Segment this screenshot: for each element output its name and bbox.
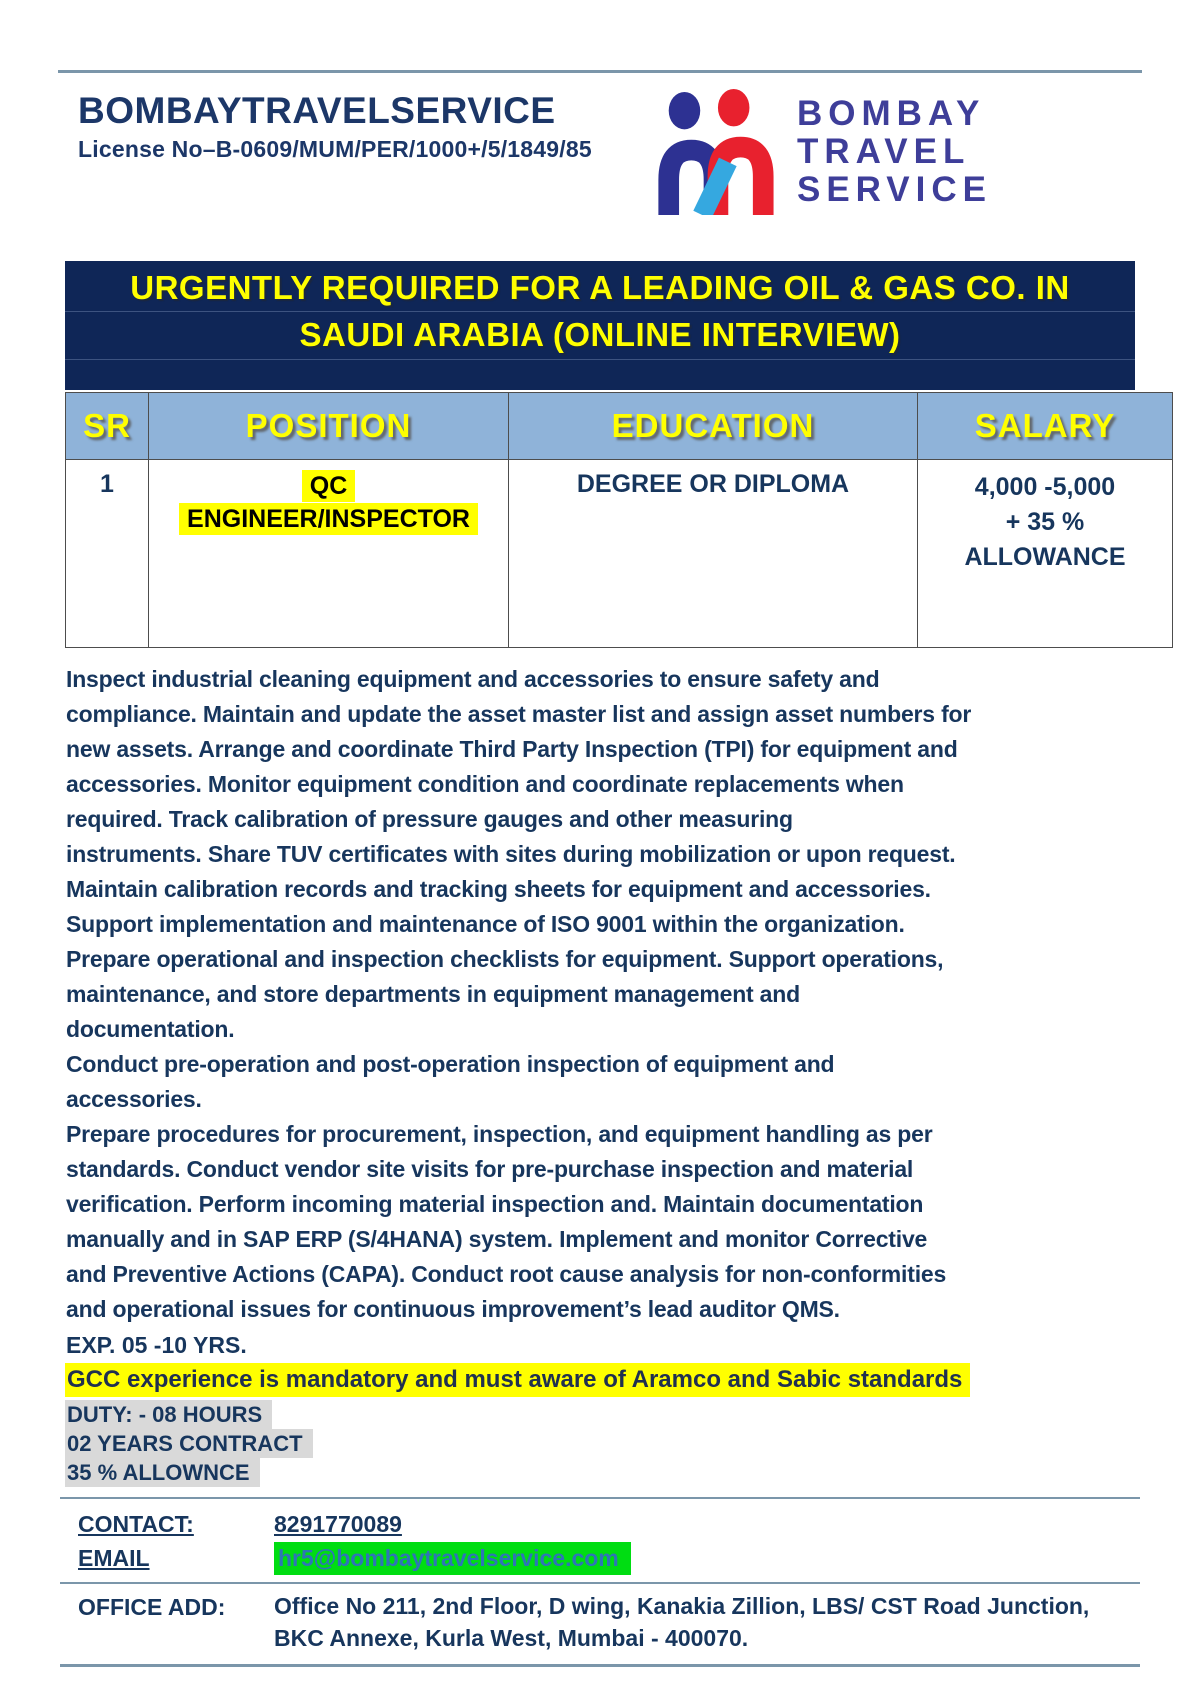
- office-address-row: [60, 1584, 1140, 1664]
- company-logo: [645, 89, 992, 215]
- table-row: [66, 460, 1173, 648]
- license-number: License No–B-0609/MUM/PER/1000+/5/1849/85: [78, 136, 592, 162]
- banner-title-line2: SAUDI ARABIA (ONLINE INTERVIEW): [65, 312, 1135, 360]
- column-header-salary: SALARY: [918, 393, 1173, 460]
- contact-section: [60, 1497, 1140, 1667]
- table-header-row: [66, 393, 1173, 460]
- position-highlight-line1: QC: [302, 470, 356, 502]
- salary-line3: ALLOWANCE: [964, 543, 1126, 571]
- description-line: required. Track calibration of pressure gauges and other measuring: [66, 806, 793, 832]
- description-line: Support implementation and maintenance of ISO 9001 within the organization.: [66, 911, 905, 937]
- salary-line1: 4,000 -5,000: [974, 473, 1116, 501]
- cell-education: DEGREE OR DIPLOMA: [509, 460, 918, 648]
- gcc-requirement-highlight: GCC experience is mandatory and must aware of Aramco and Sabic standards: [65, 1363, 970, 1397]
- duty-hours-highlight: DUTY: - 08 HOURS: [65, 1400, 272, 1429]
- banner-title-line1: URGENTLY REQUIRED FOR A LEADING OIL & GAS CO. IN: [65, 261, 1135, 312]
- contact-label: CONTACT:: [78, 1511, 194, 1537]
- description-line: maintenance, and store departments in equipment management and: [66, 981, 800, 1007]
- email-address-link[interactable]: hr5@bombaytravelservice.com: [274, 1542, 631, 1575]
- logo-word-bombay: BOMBAY: [796, 94, 986, 133]
- logo-wordmark: [797, 89, 992, 215]
- document-header: [0, 73, 1200, 215]
- logo-word-travel: TRAVEL: [796, 132, 971, 171]
- contact-row: [60, 1499, 1140, 1541]
- description-line: verification. Perform incoming material inspection and. Maintain documentation: [66, 1191, 924, 1217]
- position-highlight-line2: ENGINEER/INSPECTOR: [179, 503, 478, 535]
- cell-sr: 1: [66, 460, 149, 648]
- company-name: BOMBAYTRAVELSERVICE: [78, 90, 556, 131]
- description-line: and Preventive Actions (CAPA). Conduct root cause analysis for non-conformities: [66, 1261, 947, 1287]
- logo-word-service: SERVICE: [796, 170, 992, 209]
- contract-years-highlight: 02 YEARS CONTRACT: [65, 1429, 313, 1458]
- description-line: Maintain calibration records and tracking sheets for equipment and accessories.: [66, 876, 931, 902]
- description-line: new assets. Arrange and coordinate Third Party Inspection (TPI) for equipment and: [66, 736, 958, 762]
- experience-line: EXP. 05 -10 YRS.: [66, 1332, 247, 1358]
- column-header-sr: SR: [66, 393, 149, 460]
- description-line: documentation.: [66, 1016, 235, 1042]
- email-row: [60, 1541, 1140, 1575]
- description-line: instruments. Share TUV certificates with sites during mobilization or upon request.: [66, 841, 956, 867]
- logo-people-icon: [645, 89, 783, 215]
- description-line: accessories. Monitor equipment condition and coordinate replacements when: [66, 771, 904, 797]
- column-header-position: POSITION: [149, 393, 509, 460]
- description-line: Prepare procedures for procurement, inspection, and equipment handling as per: [66, 1121, 933, 1147]
- description-line: and operational issues for continuous improvement’s lead auditor QMS.: [66, 1296, 840, 1322]
- description-line: manually and in SAP ERP (S/4HANA) system. Implement and monitor Corrective: [66, 1226, 928, 1252]
- description-line: Prepare operational and inspection checklists for equipment. Support operations,: [66, 946, 944, 972]
- description-line: standards. Conduct vendor site visits for pre-purchase inspection and material: [66, 1156, 914, 1182]
- salary-line2: + 35 %: [1005, 508, 1085, 536]
- banner-spacer: [65, 360, 1135, 390]
- urgent-requirement-banner: [65, 261, 1135, 390]
- column-header-education: EDUCATION: [509, 393, 918, 460]
- allowance-highlight: 35 % ALLOWNCE: [65, 1458, 260, 1487]
- office-address-label: OFFICE ADD:: [78, 1594, 226, 1620]
- email-label: EMAIL: [78, 1545, 150, 1571]
- company-block: [78, 89, 592, 163]
- cell-salary: [918, 460, 1173, 648]
- description-line: accessories.: [66, 1086, 202, 1112]
- positions-table: [65, 392, 1173, 648]
- job-description: [66, 662, 1200, 1327]
- phone-number-link[interactable]: 8291770089: [274, 1511, 402, 1537]
- cell-position: [149, 460, 509, 648]
- description-line: compliance. Maintain and update the asset master list and assign asset numbers for: [66, 701, 972, 727]
- office-address-value: Office No 211, 2nd Floor, D wing, Kanakia Zillion, LBS/ CST Road Junction, BKC Annexe, Kurla West, Mumbai - 400070.: [274, 1593, 1090, 1651]
- description-line: Conduct pre-operation and post-operation inspection of equipment and: [66, 1051, 835, 1077]
- description-line: Inspect industrial cleaning equipment and accessories to ensure safety and: [66, 666, 880, 692]
